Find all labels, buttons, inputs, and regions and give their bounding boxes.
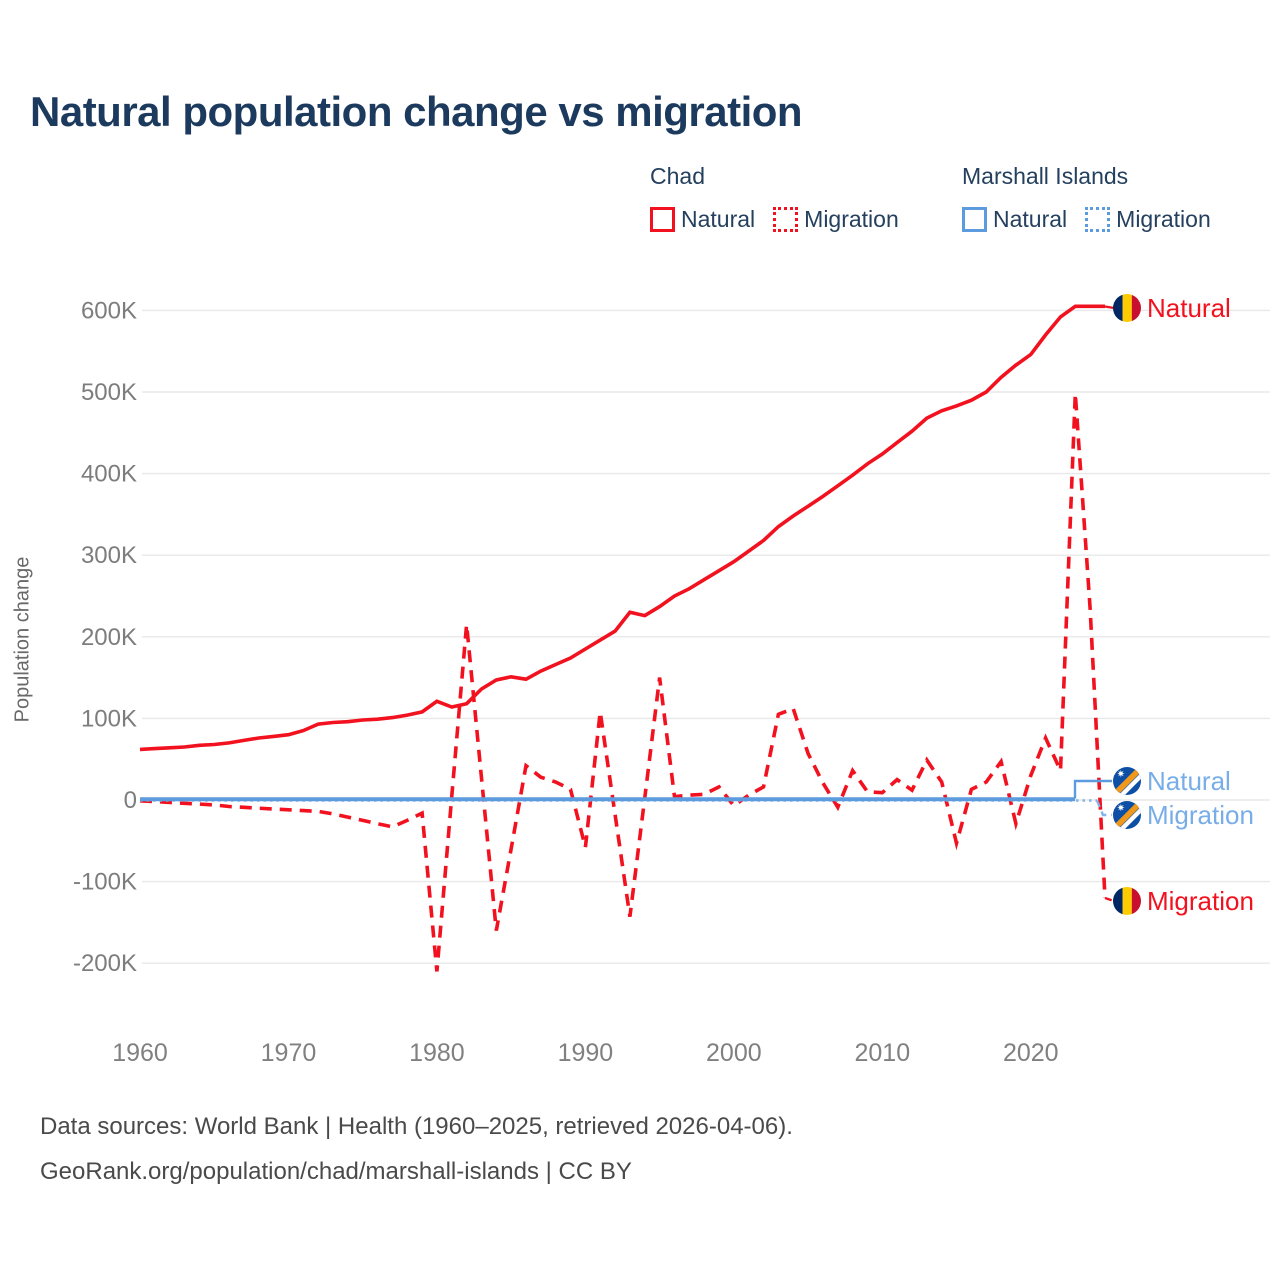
y-tick-label: 300K	[80, 542, 137, 570]
x-tick-label: 2000	[706, 1039, 762, 1067]
x-tick-label: 2020	[1002, 1039, 1059, 1067]
chad-flag-icon	[1113, 887, 1141, 915]
chad-natural-end-label: Natural	[1147, 293, 1231, 323]
attribution-line: GeoRank.org/population/chad/marshall-islands | CC BY	[40, 1158, 632, 1185]
chad-natural-line	[140, 306, 1105, 749]
x-tick-label: 1990	[557, 1039, 614, 1067]
chad-natural-leader-line	[1105, 307, 1114, 309]
chad-migration-leader-line	[1105, 898, 1114, 901]
legend-label-chad-natural: Natural	[681, 206, 756, 232]
chad-migration-end-label: Migration	[1147, 886, 1254, 916]
legend-group-marshall-islands-name: Marshall Islands	[962, 163, 1129, 189]
gridlines	[142, 310, 1270, 963]
y-tick-label: 600K	[80, 297, 137, 325]
marshall-islands-natural-leader-line	[1075, 781, 1112, 799]
chart-series	[140, 306, 1105, 971]
marshall-islands-flag-icon	[1111, 765, 1148, 802]
y-tick-label: -100K	[72, 868, 137, 896]
x-tick-label: 1980	[409, 1039, 465, 1067]
chad-migration-line	[140, 394, 1105, 972]
legend-group-chad-name: Chad	[650, 163, 705, 189]
chart-footer	[40, 1104, 793, 1194]
legend-label-chad-migration: Migration	[804, 206, 899, 232]
y-tick-label: 200K	[80, 623, 137, 651]
legend-label-mi-migration: Migration	[1116, 206, 1211, 232]
x-tick-label: 1970	[260, 1039, 317, 1067]
data-sources-line: Data sources: World Bank | Health (1960–2025, retrieved 2026-04-06).	[40, 1113, 793, 1140]
y-axis-title: Population change	[11, 556, 34, 723]
page-title: Natural population change vs migration	[30, 88, 803, 135]
y-tick-label: 100K	[80, 705, 137, 733]
y-tick-label: 400K	[80, 460, 137, 488]
y-tick-label: -200K	[72, 950, 137, 978]
legend-label-mi-natural: Natural	[993, 206, 1068, 232]
y-tick-label: 0	[123, 787, 137, 814]
marshall-islands-migration-end-label: Migration	[1147, 800, 1254, 830]
marshall-islands-flag-icon	[1111, 799, 1148, 836]
axis-ticks	[73, 297, 1059, 1067]
x-tick-label: 2010	[854, 1039, 911, 1067]
chad-flag-icon	[1113, 294, 1141, 322]
x-tick-label: 1960	[112, 1039, 168, 1067]
y-tick-label: 500K	[80, 379, 137, 406]
marshall-islands-natural-end-label: Natural	[1147, 766, 1231, 796]
